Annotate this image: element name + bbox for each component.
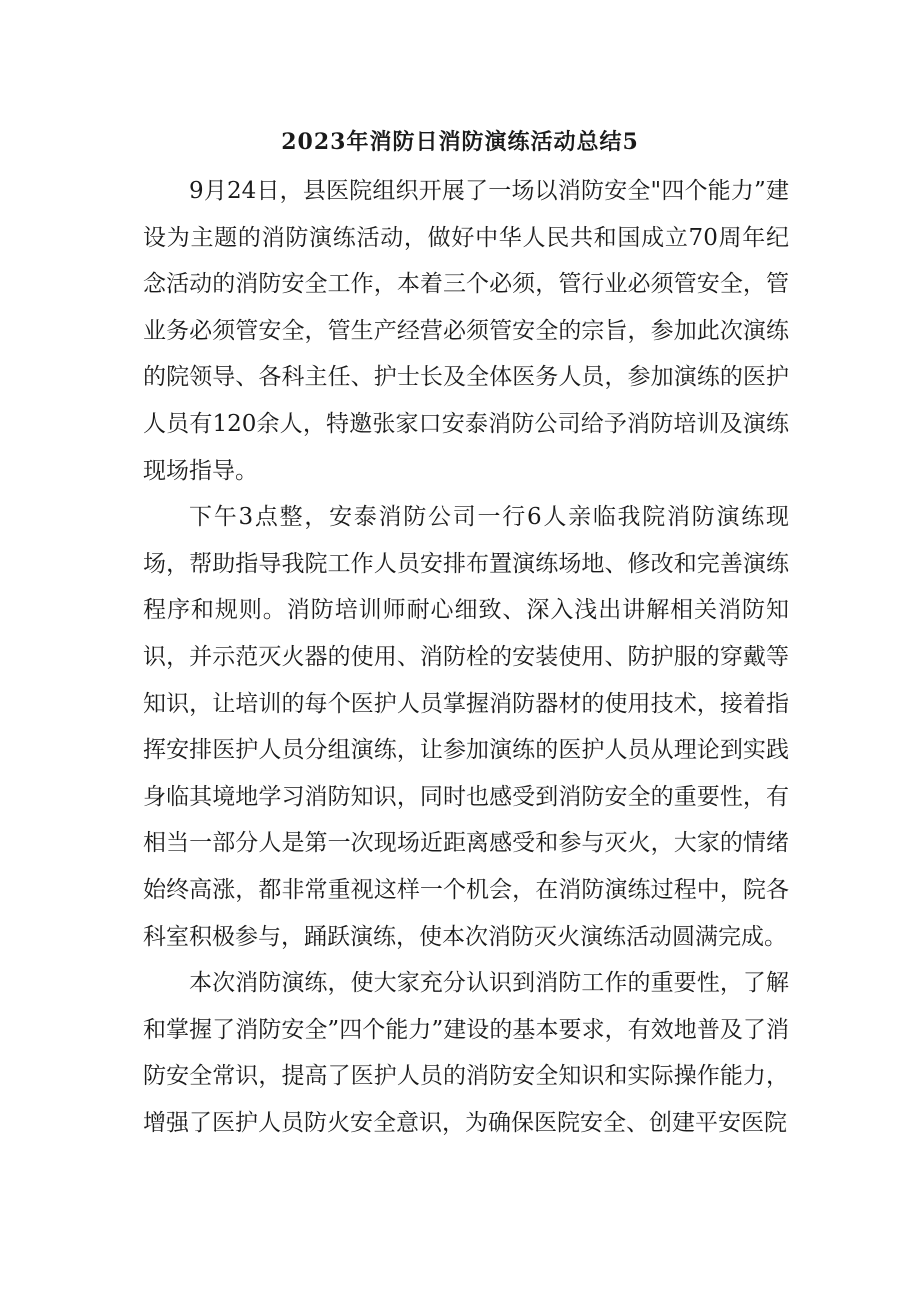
- paragraph-2: 下午3点整，安泰消防公司一行6人亲临我院消防演练现场，帮助指导我院工作人员安排布置演练场地、修改和完善演练程序和规则。消防培训师耐心细致、深入浅出讲解相关消防知识，并示范灭火器的使用、消防栓的安装使用、防护服的穿戴等知识，让培训的每个医护人员掌握消防器材的使用技术，接着指挥安排医护人员分组演练，让参加演练的医护人员从理论到实践身临其境地学习消防知识，同时也感受到消防安全的重要性，有相当一部分人是第一次现场近距离感受和参与灭火，大家的情绪始终高涨，都非常重视这样一个机会，在消防演练过程中，院各科室积极参与，踊跃演练，使本次消防灭火演练活动圆满完成。: [143, 504, 789, 950]
- paragraph-3: 本次消防演练，使大家充分认识到消防工作的重要性，了解和掌握了消防安全”四个能力”建设的基本要求，有效地普及了消防安全常识，提高了医护人员的消防安全知识和实际操作能力，增强了医护人员防火安全意识，为确保医院安全、创建平安医院: [143, 970, 789, 1136]
- paragraph-1: 9月24日，县医院组织开展了一场以消防安全"四个能力”建设为主题的消防演练活动，做好中华人民共和国成立70周年纪念活动的消防安全工作，本着三个必须，管行业必须管安全，管业务必须管安全，管生产经营必须管安全的宗旨，参加此次演练的院领导、各科主任、护士长及全体医务人员，参加演练的医护人员有120余人，特邀张家口安泰消防公司给予消防培训及演练现场指导。: [143, 178, 789, 484]
- document-body: [143, 168, 789, 1146]
- document-title: 2023年消防日消防演练活动总结5: [281, 129, 639, 155]
